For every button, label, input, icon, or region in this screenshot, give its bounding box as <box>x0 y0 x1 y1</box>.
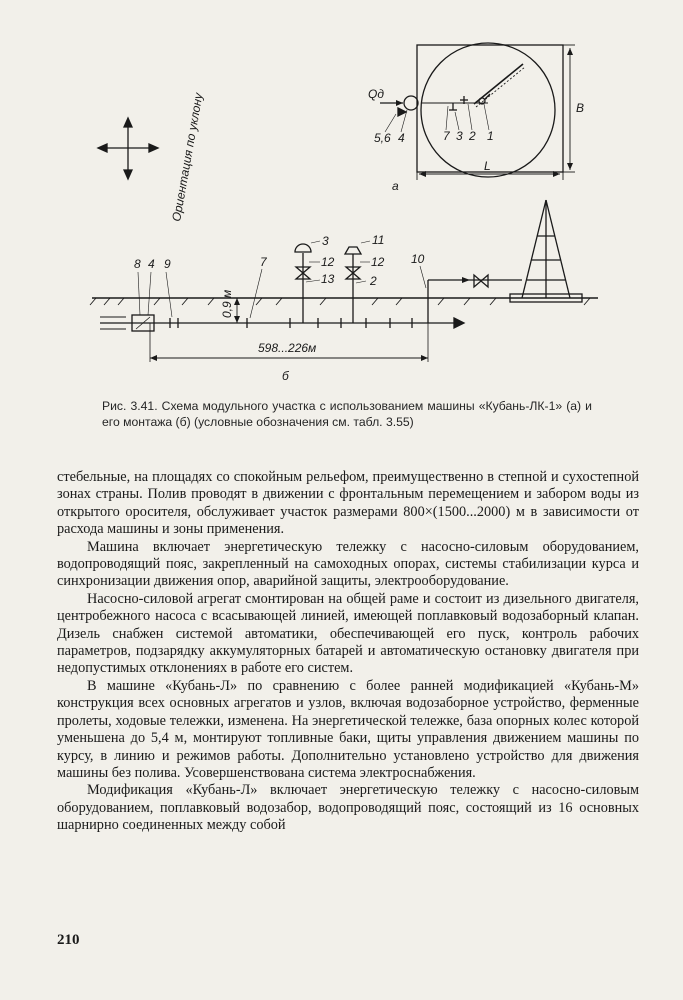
body-text <box>57 469 639 835</box>
hydrant-label-12b: 12 <box>371 255 385 269</box>
figure-3-41 <box>0 0 683 400</box>
panel-a-label-56: 5,6 <box>374 131 391 145</box>
pump-station-symbol <box>398 96 468 116</box>
panel-b-label-10: 10 <box>411 252 425 266</box>
panel-a-label-2: 2 <box>469 129 476 143</box>
hydrant-label-2: 2 <box>370 274 377 288</box>
paragraph: Насосно-силовой агрегат смонтирован на общей раме и состоит из дизельного двигателя, центробежного насоса с всасывающей линией, имеющей поплавковый водозаборный клапан. Дизель снабжен системой автоматики, обеспечивающей его пуск, контроль рабочих параметров, подзарядку аккумуляторных батарей и автоматическую остановку двигателя при недопустимых отклонениях в работе его систем. <box>57 590 639 677</box>
depth-label: 0,9 м <box>220 289 234 318</box>
panel-a-label-1: 1 <box>487 129 494 143</box>
panel-b-label-8: 8 <box>134 257 141 271</box>
panel-a-arrowheads <box>396 48 573 177</box>
paragraph: стебельные, на площадях со спокойным рельефом, преимущественно в степной и сухостепной зонах страны. Полив проводят в движении с фронтальным перемещением и забором воды из открытого оросителя, обслуживает участок размерами 800×(1500...2000) м в зависимости от расхода машины и зоны применения. <box>57 469 639 538</box>
panel-b-label-9: 9 <box>164 257 171 271</box>
length-label: 598...226м <box>258 341 317 355</box>
panel-a-label-4: 4 <box>398 131 405 145</box>
dim-width-label: L <box>484 159 491 173</box>
paragraph: Модификация «Кубань-Л» включает энергетическую тележку с насосно-силовым оборудованием, поплавковый водозабор, водопроводящий пояс, состоящий из 16 основных шарнирно соединенных между собой <box>57 782 639 834</box>
dim-height-label: B <box>576 101 585 115</box>
paragraph: В машине «Кубань-Л» по сравнению с более ранней модификацией «Кубань-М» конструкция всех основных агрегатов и узлов, включая водозаборное устройство, ферменные пролеты, ходовые тележки, изменена. На энергетической тележке, база опорных колес которой уменьшена до 5,4 м, монтируют топливные баки, щиты управления движением машины по курсу, в линию и режимов работы. Дополнительно установлено устройство для движения машины без полива. Усовершенствована система электроснабжения. <box>57 677 639 781</box>
panel-a-label-3: 3 <box>456 129 463 143</box>
panel-b-label-7: 7 <box>260 255 267 269</box>
panel-b-letter: б <box>282 369 289 383</box>
panel-a-leaders <box>385 104 489 132</box>
hydrant-label-11: 11 <box>372 233 385 247</box>
flow-label: Qд <box>368 87 384 101</box>
panel-b-label-4: 4 <box>148 257 155 271</box>
panel-b-diagram <box>92 200 598 362</box>
hydrant-label-3: 3 <box>322 234 329 248</box>
hydrant-label-12a: 12 <box>321 255 335 269</box>
compass-arrows-icon <box>98 118 158 179</box>
panel-a-label-7: 7 <box>443 129 450 143</box>
page-number: 210 <box>57 932 80 948</box>
panel-a-diagram <box>380 43 575 180</box>
panel-b-leaders <box>138 241 426 318</box>
paragraph: Машина включает энергетическую тележку с насосно-силовым оборудованием, водопроводящий пояс, закрепленный на самоходных опорах, системы стабилизации курса и синхронизации движения опор, аварийной защиты, электрооборудование. <box>57 538 639 590</box>
panel-a-letter: а <box>392 179 399 193</box>
hydrant-label-13: 13 <box>321 272 335 286</box>
orientation-label: Ориентация по уклону <box>169 91 206 223</box>
figure-caption: Рис. 3.41. Схема модульного участка с использованием машины «Кубань-ЛК-1» (а) и его монтажа (б) (условные обозначения см. табл. 3.55) <box>102 399 592 429</box>
